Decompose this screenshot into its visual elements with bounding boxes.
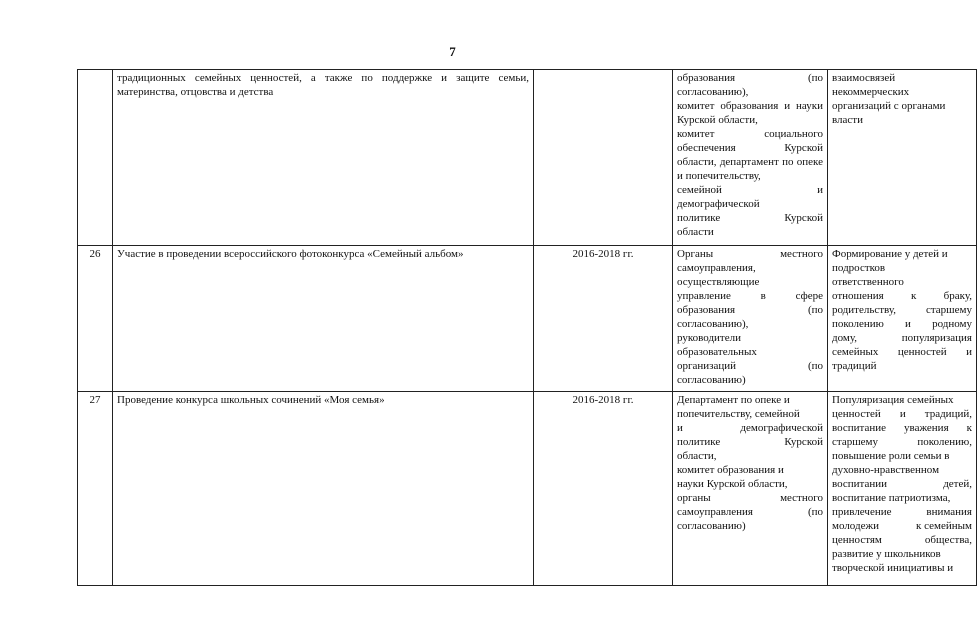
word: власти [832,114,863,126]
executor-line [677,345,823,359]
page-number: 7 [449,44,456,59]
word: обеспечения [677,142,736,154]
word: молодежи [832,520,879,532]
word: поколению, [917,436,972,448]
measure-name: Участие в проведении всероссийского фотоконкурса «Семейный альбом» [113,246,534,392]
row-number [78,70,113,246]
word: комитет [677,128,715,140]
result-line [832,547,972,561]
word: (по [807,360,823,372]
word: Курской [784,436,823,448]
executor-line [677,141,823,155]
word: демографической [740,422,823,434]
word: Формирование у детей и [832,248,948,260]
result-line [832,331,972,345]
executor-line [677,155,823,183]
word: родному [932,318,972,330]
word: взаимосвязей [832,72,896,84]
word: политике [677,436,721,448]
measures-table [77,69,977,586]
measure-name: Проведение конкурса школьных сочинений «Моя семья» [113,392,534,586]
executor-line [677,505,823,519]
word: внимания [926,506,972,518]
result-line [832,247,972,261]
executor-line [677,491,823,505]
executors [673,70,828,246]
word: руководители [677,332,741,344]
result-line [832,519,972,533]
result-line [832,71,972,85]
word: поколению [832,318,884,330]
result-line [832,345,972,359]
word: семейной [677,184,722,196]
term: 2016-2018 гг. [534,392,673,586]
result-line [832,435,972,449]
result-line [832,113,972,127]
word: и [817,184,823,196]
result-line [832,477,972,491]
table-row [78,246,977,392]
word: традиций, [924,408,972,420]
word: самоуправления, [677,262,756,274]
executor-line [677,225,823,239]
executor-line [677,127,823,141]
word: попечительству, семейной [677,408,800,420]
word: комитет образования и [677,464,784,476]
term: 2016-2018 гг. [534,246,673,392]
executor-line [677,247,823,261]
word: подростков [832,262,886,274]
executor-line [677,71,823,85]
word: ценностей [832,408,881,420]
word: Органы [677,248,714,260]
executor-line [677,183,823,197]
table-row [78,70,977,246]
executors [673,392,828,586]
executor-line [677,85,823,99]
measure-name: традиционных семейных ценностей, а также по поддержке и защите семьи, материнства, отцовства и детства [113,70,534,246]
word: демографической [677,198,760,210]
word: отношения [832,290,884,302]
executor-line [677,519,823,533]
executor-line [677,317,823,331]
word: комитет образования и науки Курской области, [677,100,823,126]
word: (по [807,304,823,316]
result-line [832,533,972,547]
word: сфере [795,290,823,302]
row-number: 26 [78,246,113,392]
result-line [832,491,972,505]
word: к [911,290,917,302]
word: некоммерческих [832,86,910,98]
word: образовательных [677,346,757,358]
result-line [832,275,972,289]
result-line [832,261,972,275]
executor-line [677,477,823,491]
executor-line [677,449,823,463]
word: творческой инициативы и [832,562,954,574]
result-line [832,561,972,575]
word: науки Курской области, [677,478,788,490]
word: осуществляющие [677,276,760,288]
word: и [905,318,911,330]
word: к семейным [916,520,972,532]
word: организаций с органами [832,100,946,112]
result-line [832,393,972,407]
executor-line [677,407,823,421]
executor-line [677,373,823,387]
executor-line [677,261,823,275]
result-line [832,303,972,317]
executor-line [677,463,823,477]
executor-line [677,393,823,407]
word: ценностям [832,534,882,546]
word: управление [677,290,731,302]
word: Курской [784,212,823,224]
executor-line [677,289,823,303]
word: браку, [943,290,972,302]
word: духовно-нравственном [832,464,940,476]
result-line [832,463,972,477]
executor-line [677,211,823,225]
word: воспитание патриотизма, [832,492,951,504]
word: привлечение [832,506,892,518]
word: повышение роли семьи в [832,450,950,462]
table-row [78,392,977,586]
executor-line [677,275,823,289]
word: старшему [832,436,879,448]
word: области [677,226,714,238]
word: социального [764,128,823,140]
executor-line [677,303,823,317]
word: местного [780,492,823,504]
word: организаций [677,360,737,372]
result-line [832,99,972,113]
word: к [966,422,972,434]
word: (по [807,72,823,84]
expected-result [828,246,977,392]
word: образования [677,304,736,316]
word: уважения [904,422,949,434]
word: Популяризация семейных [832,394,954,406]
result-line [832,505,972,519]
word: согласованию), [677,318,749,330]
word: дому, [832,332,857,344]
result-line [832,407,972,421]
word: (по [807,506,823,518]
executor-line [677,99,823,127]
result-line [832,85,972,99]
word: согласованию), [677,86,749,98]
result-line [832,359,972,373]
word: образования [677,72,736,84]
result-line [832,421,972,435]
word: старшему [925,304,972,316]
word: детей, [943,478,972,490]
result-line [832,289,972,303]
expected-result [828,392,977,586]
word: и [899,408,906,420]
word: и [677,422,683,434]
word: согласованию) [677,374,746,386]
word: ответственного [832,276,904,288]
word: Департамент по опеке и [677,394,790,406]
executor-line [677,421,823,435]
term [534,70,673,246]
executor-line [677,197,823,211]
executor-line [677,435,823,449]
word: органы [677,492,711,504]
word: популяризация [901,332,972,344]
word: согласованию) [677,520,746,532]
word: родительству, [832,304,897,316]
word: традиций [832,360,877,372]
word: самоуправления [677,506,753,518]
expected-result [828,70,977,246]
row-number: 27 [78,392,113,586]
word: области, [677,450,717,462]
result-line [832,449,972,463]
word: политике [677,212,721,224]
word: общества, [924,534,972,546]
executor-line [677,331,823,345]
word: развитие у школьников [832,548,941,560]
word: ценностей [897,346,947,358]
word: воспитании [832,478,888,490]
word: семейных [832,346,879,358]
result-line [832,317,972,331]
executors [673,246,828,392]
executor-line [677,359,823,373]
word: воспитание [832,422,887,434]
word: области, департамент по опеке и попечительству, [677,156,823,182]
word: и [966,346,972,358]
word: Курской [784,142,823,154]
word: в [760,290,766,302]
word: местного [780,248,823,260]
